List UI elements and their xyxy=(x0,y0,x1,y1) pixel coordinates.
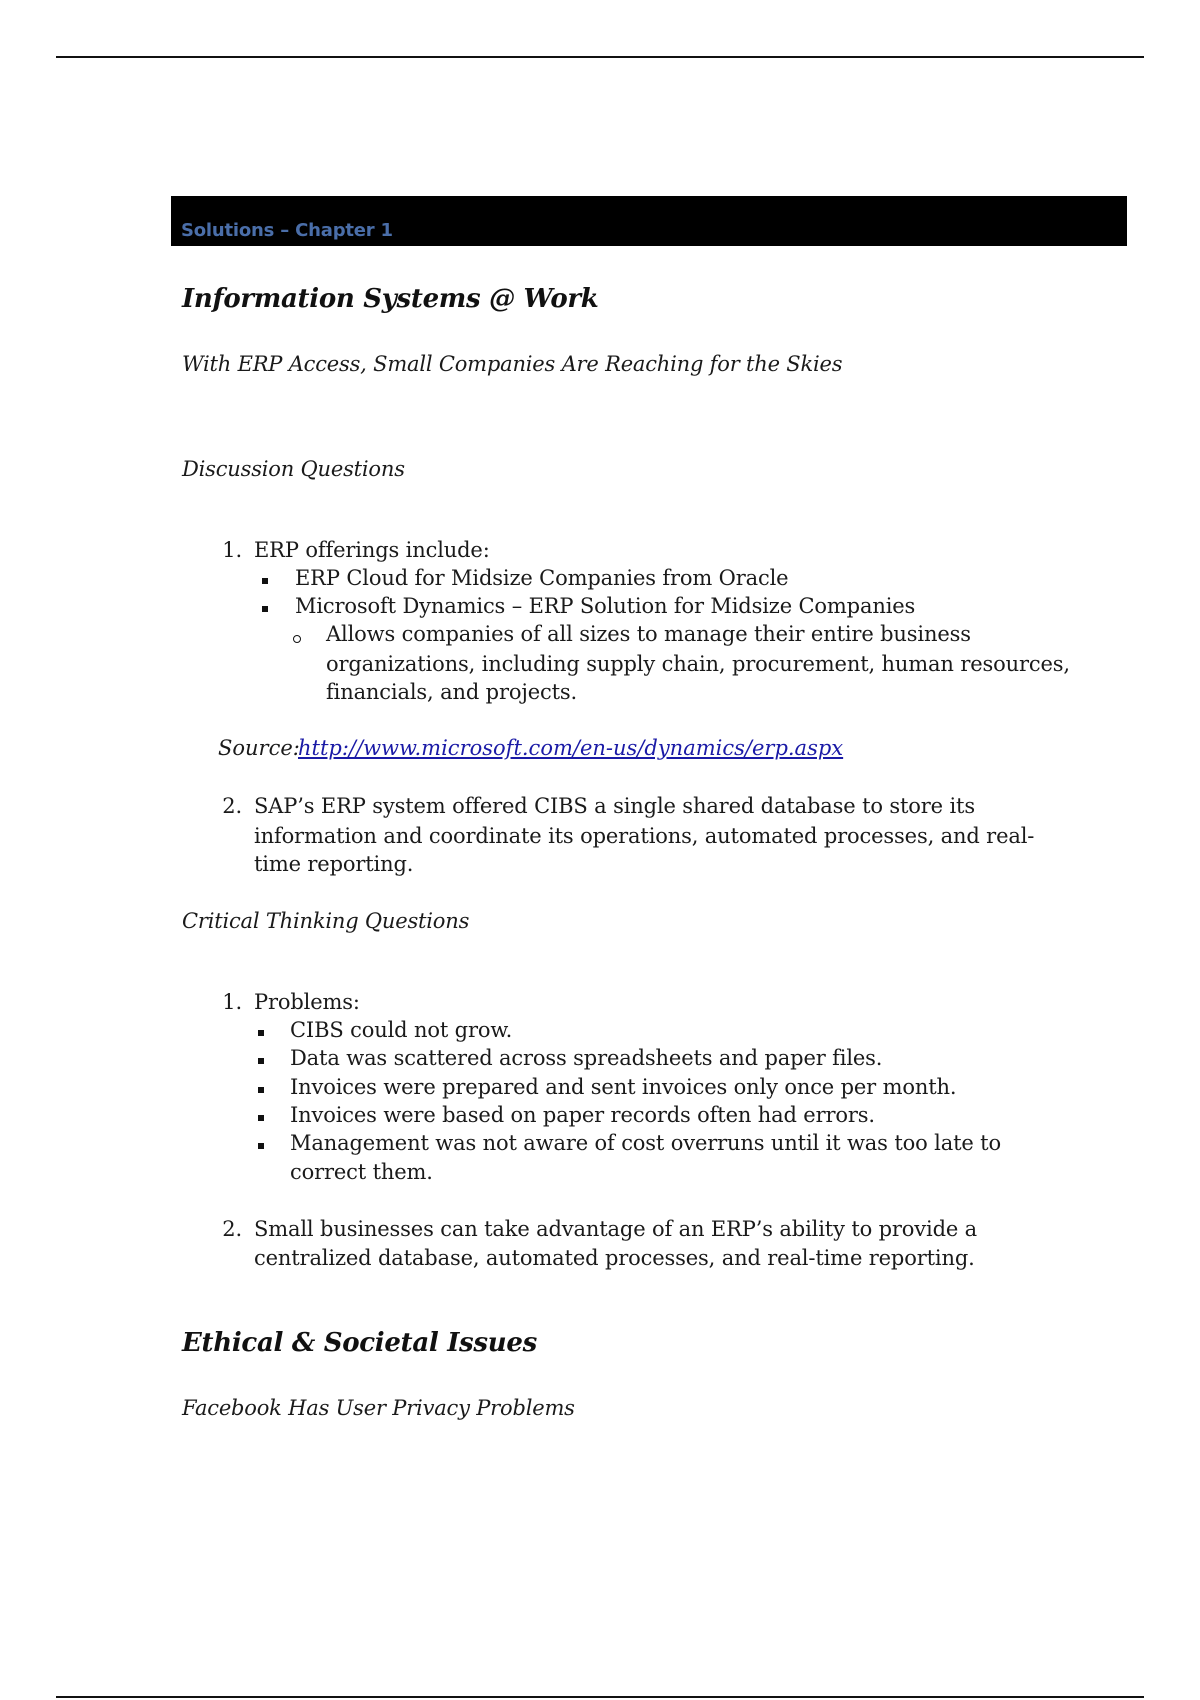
square-bullet-icon xyxy=(258,1058,264,1064)
square-bullet-icon xyxy=(258,1143,264,1149)
list-item-text: Problems: xyxy=(254,990,360,1014)
source-link[interactable]: http://www.microsoft.com/en-us/dynamics/erp.aspx xyxy=(298,736,844,760)
case-title: With ERP Access, Small Companies Are Reaching for the Skies xyxy=(182,352,843,376)
chapter-banner xyxy=(171,196,1127,246)
header-rule xyxy=(56,56,1144,58)
discussion-heading: Discussion Questions xyxy=(182,457,405,481)
critical-heading: Critical Thinking Questions xyxy=(182,909,470,933)
bullet-item: CIBS could not grow. xyxy=(290,1018,513,1042)
bullet-item: Invoices were based on paper records often had errors. xyxy=(290,1103,875,1127)
bullet-item: Data was scattered across spreadsheets and paper files. xyxy=(290,1046,883,1070)
bullet-item: Microsoft Dynamics – ERP Solution for Midsize Companies xyxy=(295,594,916,618)
list-item-line: centralized database, automated processes, and real-time reporting. xyxy=(254,1246,975,1270)
list-number: 2. xyxy=(222,1217,242,1241)
bullet-item-line: Management was not aware of cost overruns until it was too late to xyxy=(290,1131,1001,1155)
circle-bullet-icon xyxy=(293,635,301,643)
square-bullet-icon xyxy=(258,1087,264,1093)
list-item-line: time reporting. xyxy=(254,852,414,876)
sub-bullet-line: Allows companies of all sizes to manage their entire business xyxy=(326,622,971,646)
section-title-is-at-work: Information Systems @ Work xyxy=(182,284,599,314)
bullet-item: ERP Cloud for Midsize Companies from Oracle xyxy=(295,566,789,590)
list-item-line: Small businesses can take advantage of an ERP’s ability to provide a xyxy=(254,1217,978,1241)
list-number: 1. xyxy=(222,538,242,562)
list-item-line: SAP’s ERP system offered CIBS a single shared database to store its xyxy=(254,794,975,818)
banner-label: Solutions – Chapter 1 xyxy=(181,220,393,241)
footer-rule xyxy=(56,1696,1144,1698)
square-bullet-icon xyxy=(258,1115,264,1121)
list-number: 2. xyxy=(222,794,242,818)
bullet-item-line: correct them. xyxy=(290,1160,433,1184)
section-title-ethical: Ethical & Societal Issues xyxy=(182,1328,537,1358)
sub-bullet-line: financials, and projects. xyxy=(326,680,578,704)
square-bullet-icon xyxy=(258,1030,264,1036)
case-title: Facebook Has User Privacy Problems xyxy=(182,1396,575,1420)
sub-bullet-line: organizations, including supply chain, procurement, human resources, xyxy=(326,652,1070,676)
bullet-item: Invoices were prepared and sent invoices only once per month. xyxy=(290,1075,957,1099)
list-item-text: ERP offerings include: xyxy=(254,538,490,562)
source-label: Source: xyxy=(218,736,300,760)
square-bullet-icon xyxy=(262,606,268,612)
square-bullet-icon xyxy=(262,578,268,584)
list-number: 1. xyxy=(222,990,242,1014)
list-item-line: information and coordinate its operations, automated processes, and real- xyxy=(254,824,1035,848)
